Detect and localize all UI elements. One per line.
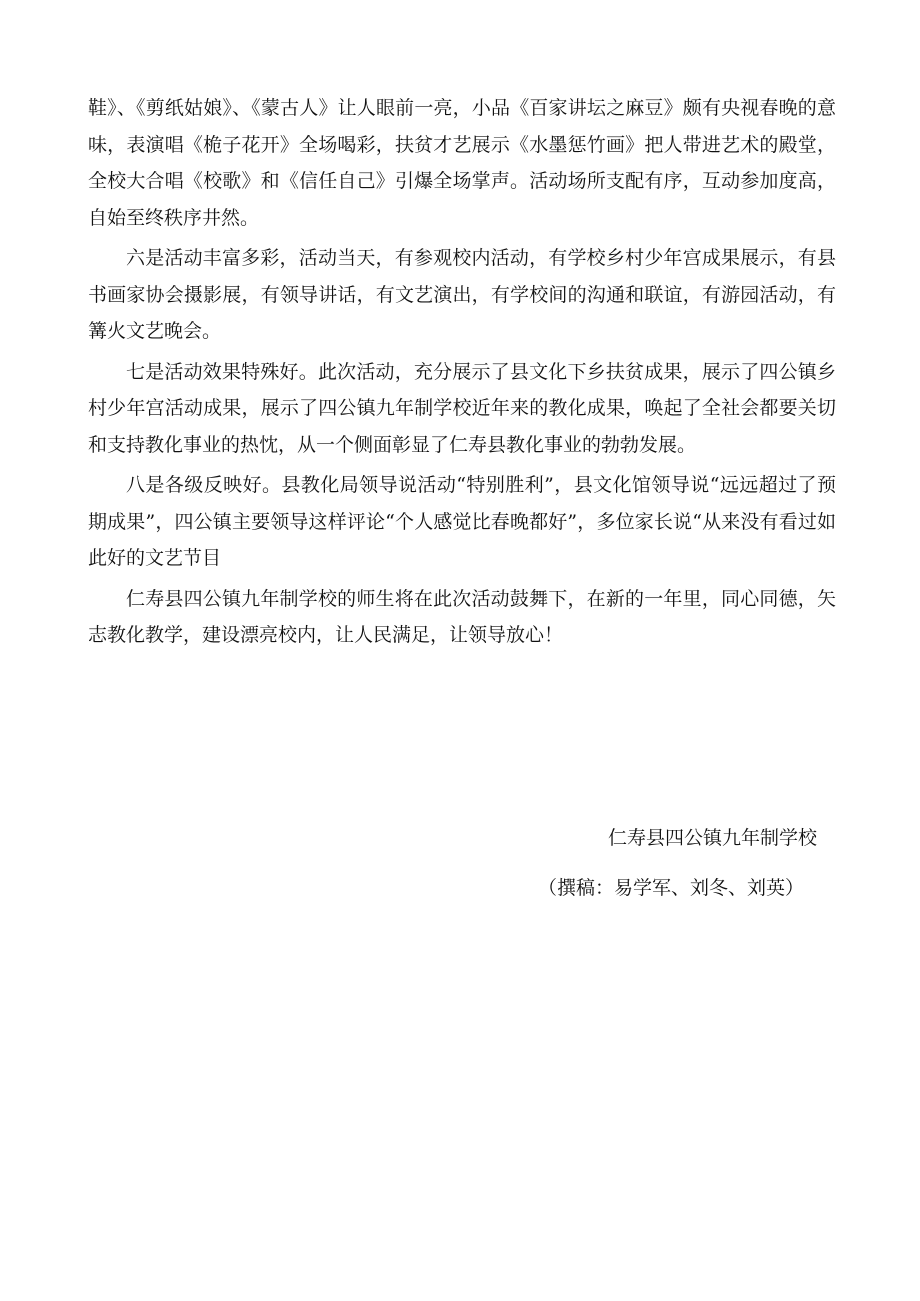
paragraph-eight: 八是各级反映好。县教化局领导说活动“特别胜利”，县文化馆领导说“远远超过了预期成果”，四公镇主要领导这样评论“个人感觉比春晚都好”，多位家长说“从来没有看过如此好的文艺节目: [88, 474, 836, 569]
signature-organization: 仁寿县四公镇九年制学校: [608, 827, 818, 849]
signature-authors: （撰稿：易学军、刘冬、刘英）: [538, 877, 805, 899]
document-body: [88, 90, 836, 654]
paragraph-continuation: 鞋》、《剪纸姑娘》、《蒙古人》让人眼前一亮，小品《百家讲坛之麻豆》颇有央视春晚的意味，表演唱《桅子花开》全场喝彩，扶贫才艺展示《水墨惩竹画》把人带进艺术的殿堂，全校大合唱《校歌》和《信任自己》引爆全场掌声。活动场所支配有序，互动参加度高，自始至终秩序井然。: [88, 97, 836, 229]
paragraph-seven: 七是活动效果特殊好。此次活动，充分展示了县文化下乡扶贫成果，展示了四公镇乡村少年宫活动成果，展示了四公镇九年制学校近年来的教化成果，唤起了全社会都要关切和支持教化事业的热忱，从一个侧面彰显了仁寿县教化事业的勃勃发展。: [88, 360, 836, 456]
paragraph-six: 六是活动丰富多彩，活动当天，有参观校内活动，有学校乡村少年宫成果展示，有县书画家协会摄影展，有领导讲话，有文艺演出，有学校间的沟通和联谊，有游园活动，有篝火文艺晚会。: [88, 247, 836, 342]
paragraph-closing: 仁寿县四公镇九年制学校的师生将在此次活动鼓舞下，在新的一年里，同心同德，矢志教化教学，建设漂亮校内，让人民满足，让领导放心！: [88, 587, 836, 646]
